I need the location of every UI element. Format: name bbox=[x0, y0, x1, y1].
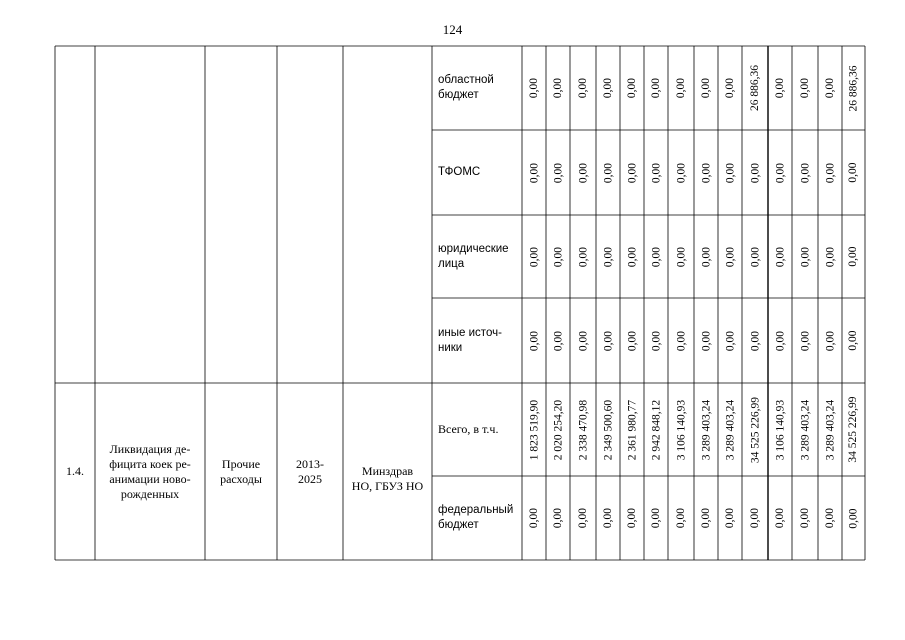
value-cell: 0,00 bbox=[577, 330, 589, 351]
value-cell: 0,00 bbox=[602, 507, 614, 529]
value-cell: 0,00 bbox=[626, 330, 638, 351]
value-cell: 2 338 470,98 bbox=[577, 399, 589, 460]
value-cell: 0,00 bbox=[847, 162, 859, 183]
source-label: юридические лица bbox=[438, 242, 509, 270]
value-cell: 0,00 bbox=[528, 507, 540, 529]
source-label: областной бюджет bbox=[438, 74, 494, 101]
value-cell: 0,00 bbox=[749, 246, 761, 267]
value-cell: 2 361 980,77 bbox=[626, 399, 638, 460]
value-cell: 0,00 bbox=[675, 330, 687, 351]
value-cell: 0,00 bbox=[626, 246, 638, 267]
value-cell: 0,00 bbox=[847, 246, 859, 267]
source-label: федеральный бюджет bbox=[438, 504, 514, 531]
value-cell: 0,00 bbox=[774, 246, 786, 267]
value-cell: 0,00 bbox=[824, 507, 836, 529]
value-cell: 0,00 bbox=[626, 162, 638, 183]
value-cell: 0,00 bbox=[650, 77, 662, 99]
value-cell: 0,00 bbox=[675, 507, 687, 529]
period: 2013- 2025 bbox=[296, 456, 324, 486]
value-cell: 0,00 bbox=[675, 162, 687, 183]
value-cell: 0,00 bbox=[799, 77, 811, 99]
source-label: ТФОМС bbox=[438, 166, 481, 178]
value-cell: 0,00 bbox=[774, 162, 786, 183]
value-cell: 0,00 bbox=[724, 246, 736, 267]
value-cell: 0,00 bbox=[774, 507, 786, 529]
value-cell: 0,00 bbox=[602, 246, 614, 267]
value-cell: 0,00 bbox=[749, 507, 761, 529]
value-cell: 0,00 bbox=[650, 507, 662, 529]
value-cell: 3 289 403,24 bbox=[700, 399, 712, 460]
value-cell: 0,00 bbox=[675, 77, 687, 99]
value-cell: 0,00 bbox=[577, 162, 589, 183]
value-cell: 0,00 bbox=[774, 330, 786, 351]
value-cell: 0,00 bbox=[799, 507, 811, 529]
value-cell: 0,00 bbox=[749, 330, 761, 351]
value-cell: 3 289 403,24 bbox=[799, 399, 811, 460]
value-cell: 0,00 bbox=[824, 77, 836, 99]
value-cell: 3 289 403,24 bbox=[824, 399, 836, 460]
value-cell: 0,00 bbox=[602, 162, 614, 183]
value-cell: 0,00 bbox=[650, 246, 662, 267]
value-cell: 0,00 bbox=[700, 507, 712, 529]
value-cell: 0,00 bbox=[552, 162, 564, 183]
expense-type: Прочие расходы bbox=[220, 456, 262, 486]
value-cell: 0,00 bbox=[799, 162, 811, 183]
executor: Минздрав НО, ГБУЗ НО bbox=[351, 463, 424, 493]
value-cell: 2 942 848,12 bbox=[650, 399, 662, 460]
value-cell: 0,00 bbox=[724, 330, 736, 351]
source-label: иные источ- ники bbox=[438, 326, 502, 354]
value-cell: 0,00 bbox=[528, 162, 540, 183]
value-cell: 0,00 bbox=[552, 507, 564, 529]
value-cell: 0,00 bbox=[650, 162, 662, 183]
value-cell: 34 525 226,99 bbox=[749, 396, 761, 463]
value-cell: 0,00 bbox=[700, 330, 712, 351]
value-cell: 0,00 bbox=[724, 77, 736, 99]
value-cell: 3 106 140,93 bbox=[774, 399, 786, 460]
value-cell: 0,00 bbox=[626, 507, 638, 529]
value-cell: 1 823 519,90 bbox=[528, 399, 540, 460]
value-cell: 0,00 bbox=[700, 77, 712, 99]
value-cell: 0,00 bbox=[577, 246, 589, 267]
value-cell: 2 020 254,20 bbox=[552, 399, 564, 460]
value-cell: 3 106 140,93 bbox=[675, 399, 687, 460]
value-cell: 0,00 bbox=[799, 246, 811, 267]
value-cell: 26 886,36 bbox=[847, 65, 859, 111]
value-cell: 26 886,36 bbox=[749, 65, 761, 111]
value-cell: 0,00 bbox=[577, 507, 589, 529]
value-cell: 0,00 bbox=[577, 77, 589, 99]
item-name: Ликвидация де- фицита коек ре- анимации ново- рожденных bbox=[109, 441, 191, 501]
value-cell: 0,00 bbox=[824, 246, 836, 267]
value-cell: 0,00 bbox=[528, 77, 540, 99]
value-cell: 34 525 226,99 bbox=[847, 396, 859, 463]
value-cell: 0,00 bbox=[528, 330, 540, 351]
page-number: 124 bbox=[442, 22, 463, 37]
value-cell: 0,00 bbox=[700, 162, 712, 183]
value-cell: 0,00 bbox=[552, 246, 564, 267]
value-cell: 0,00 bbox=[650, 330, 662, 351]
value-cell: 0,00 bbox=[824, 330, 836, 351]
value-cell: 0,00 bbox=[552, 330, 564, 351]
value-cell: 0,00 bbox=[847, 507, 859, 529]
value-cell: 0,00 bbox=[724, 162, 736, 183]
value-cell: 3 289 403,24 bbox=[724, 399, 736, 460]
value-cell: 0,00 bbox=[700, 246, 712, 267]
value-cell: 0,00 bbox=[824, 162, 836, 183]
value-cell: 0,00 bbox=[749, 162, 761, 183]
value-cell: 2 349 500,60 bbox=[602, 399, 614, 460]
value-cell: 0,00 bbox=[602, 77, 614, 99]
value-cell: 0,00 bbox=[626, 77, 638, 99]
source-label: Всего, в т.ч. bbox=[438, 422, 499, 436]
value-cell: 0,00 bbox=[528, 246, 540, 267]
value-cell: 0,00 bbox=[799, 330, 811, 351]
value-cell: 0,00 bbox=[774, 77, 786, 99]
item-number: 1.4. bbox=[66, 464, 84, 478]
value-cell: 0,00 bbox=[724, 507, 736, 529]
value-cell: 0,00 bbox=[675, 246, 687, 267]
value-cell: 0,00 bbox=[552, 77, 564, 99]
value-cell: 0,00 bbox=[602, 330, 614, 351]
value-cell: 0,00 bbox=[847, 330, 859, 351]
